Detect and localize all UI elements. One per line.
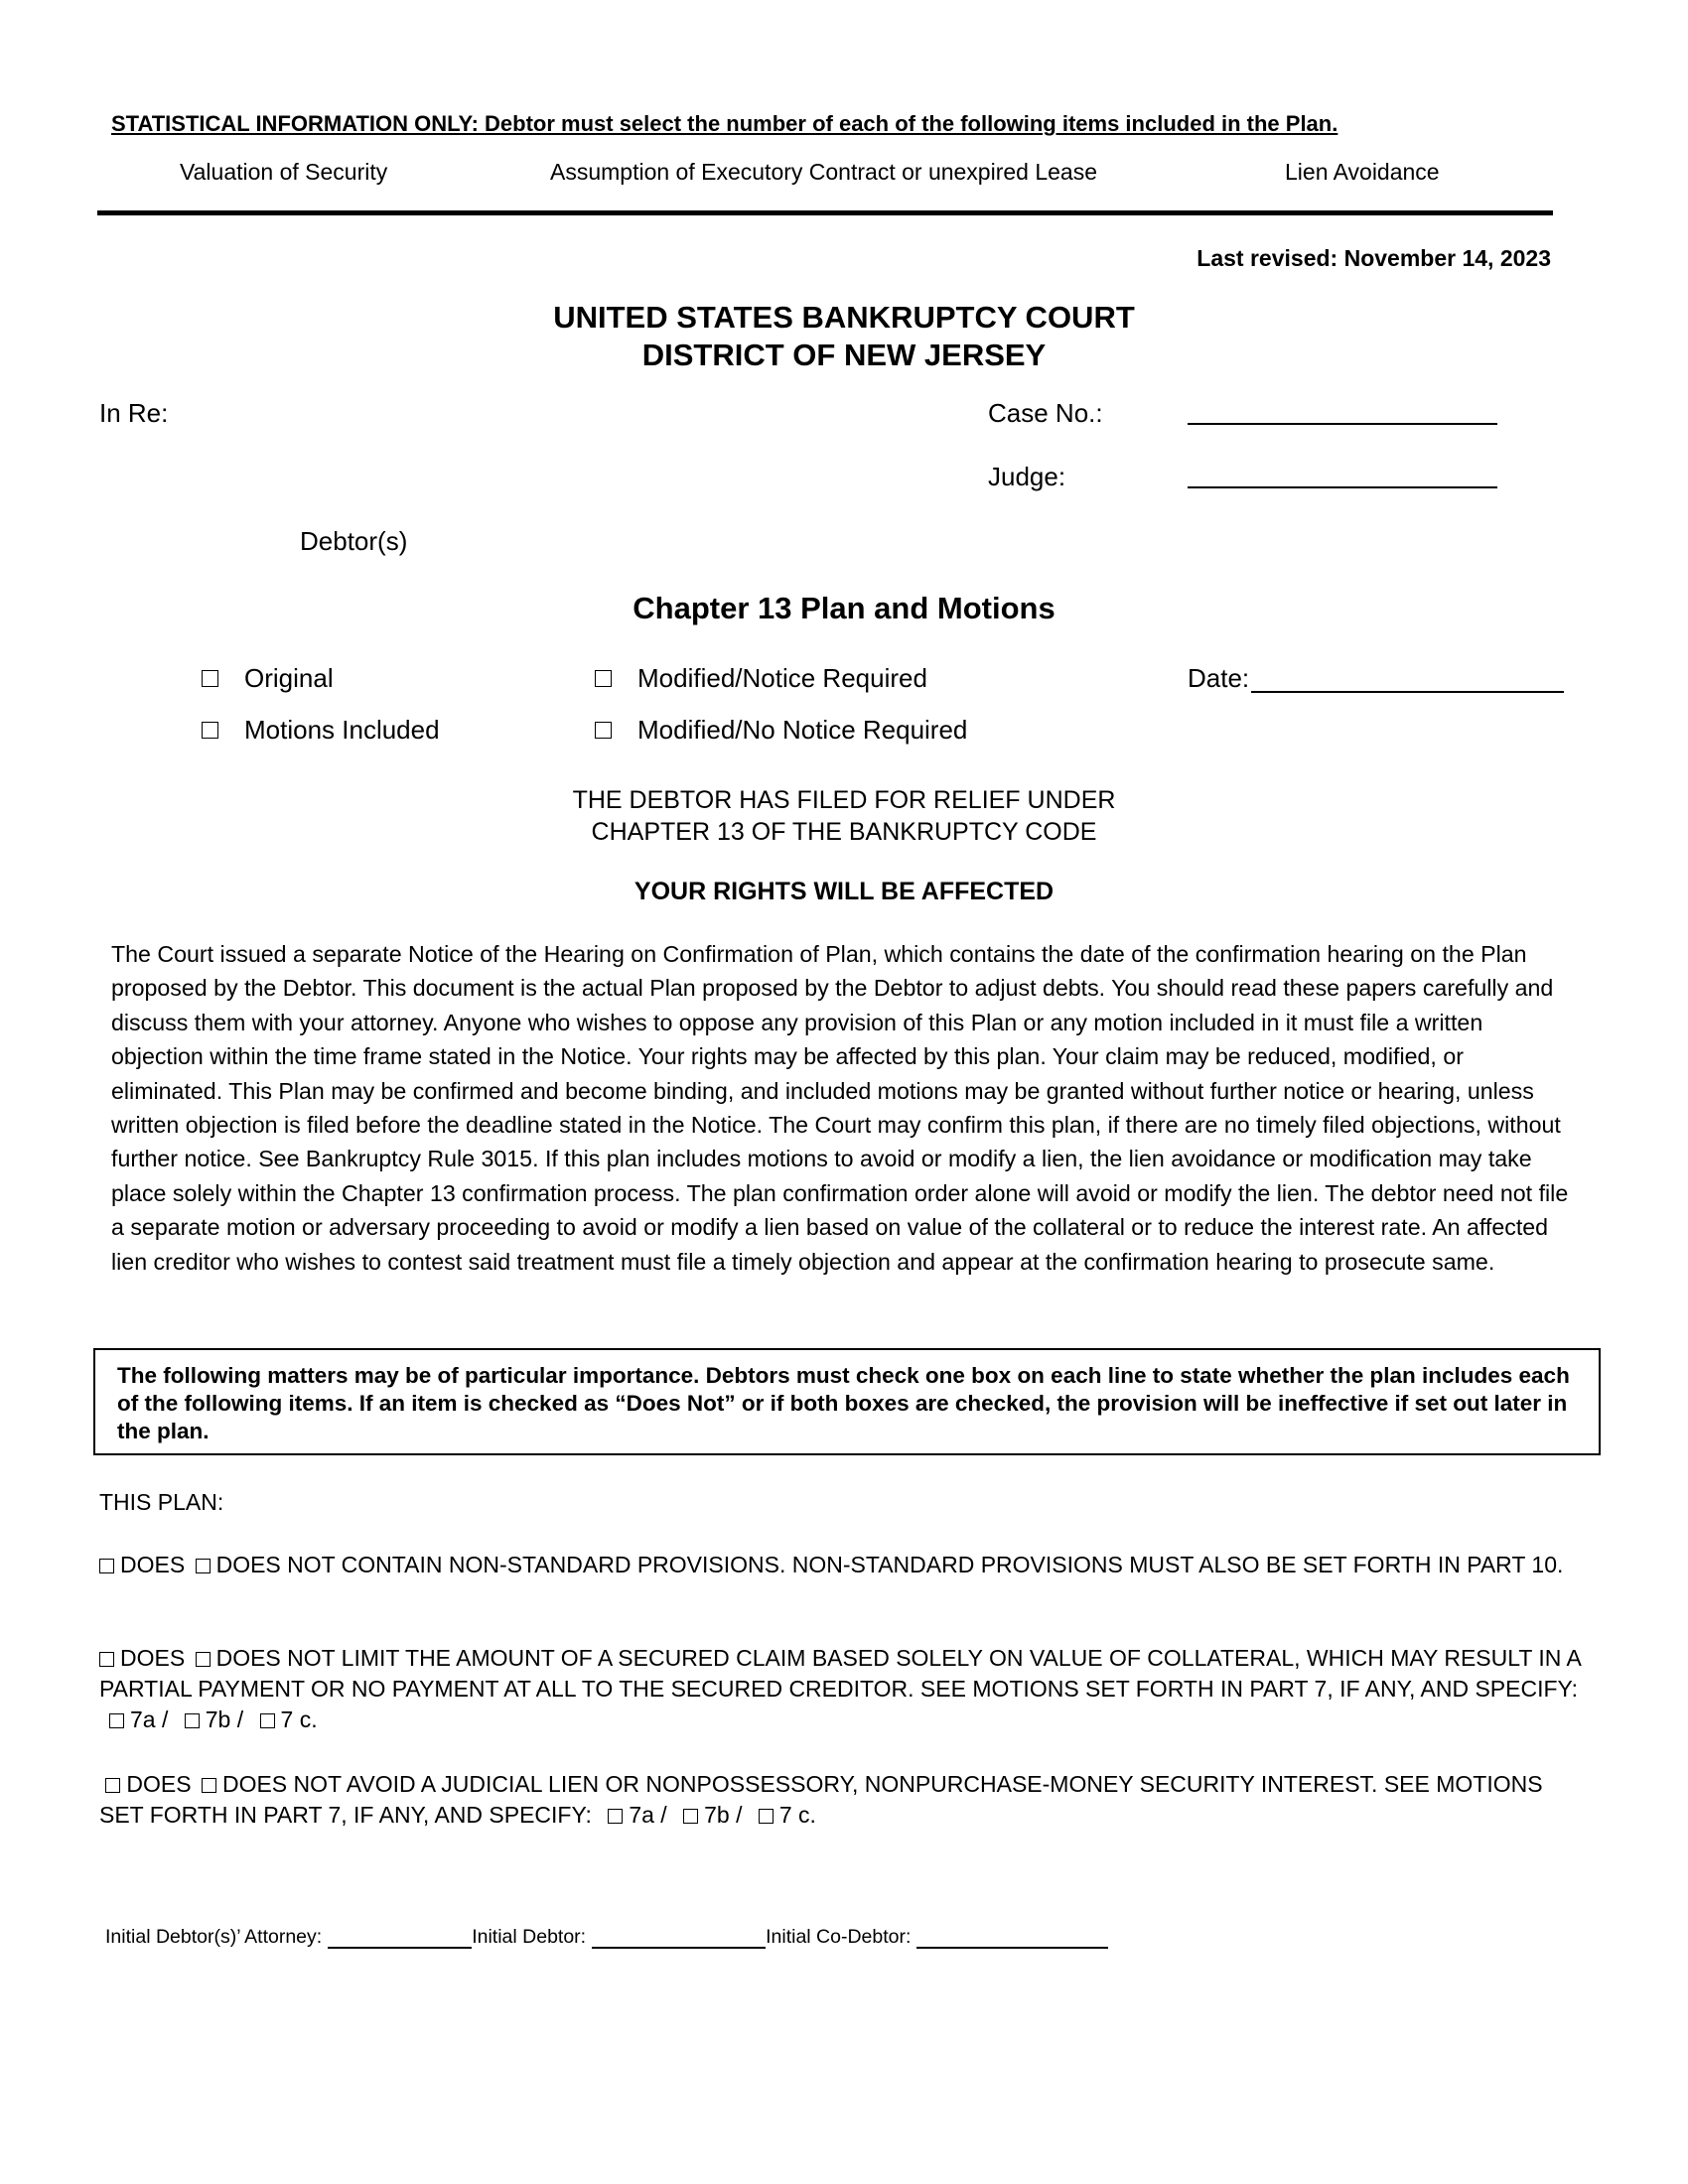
- checkbox-secured-claim-7a[interactable]: [109, 1713, 124, 1728]
- document-title: Chapter 13 Plan and Motions: [633, 591, 1055, 625]
- initial-co-debtor-field[interactable]: [916, 1929, 1108, 1949]
- initial-debtor-field[interactable]: [592, 1929, 766, 1949]
- nonstandard-does-label: DOES: [120, 1552, 186, 1577]
- importance-text: The following matters may be of particular importance. Debtors must check one box on each line to state whether the plan includes each of the following items. If an item is checked as “Does Not” or if both boxes are checked, the provision will be ineffective if set out later in the plan.: [117, 1363, 1570, 1443]
- checkbox-judicial-lien-7b[interactable]: [683, 1809, 698, 1824]
- initial-attorney-label: Initial Debtor(s)’ Attorney:: [105, 1926, 323, 1948]
- option-original[interactable]: [202, 663, 334, 694]
- option-motions-included-label: Motions Included: [244, 715, 440, 745]
- secured-claim-does-label: DOES: [120, 1645, 186, 1671]
- stat-item-executory-contract: Assumption of Executory Contract or unexpired Lease: [550, 159, 1098, 185]
- secured-claim-text: DOES NOT LIMIT THE AMOUNT OF A SECURED CLAIM BASED SOLELY ON VALUE OF COLLATERAL, WHICH MAY RESULT IN A PARTIAL PAYMENT OR NO PAYMENT AT ALL TO THE SECURED CREDITOR. SEE MOTIONS SET FORTH IN PART 7, IF ANY, AND SPECIFY:: [99, 1645, 1581, 1702]
- in-re-label: In Re:: [99, 398, 169, 428]
- statistical-header: STATISTICAL INFORMATION ONLY: Debtor must select the number of each of the following items included in the Plan.: [111, 111, 1338, 136]
- judge-field[interactable]: [1188, 486, 1497, 488]
- header-divider: [97, 210, 1553, 215]
- judicial-lien-does-label: DOES: [126, 1771, 192, 1797]
- judicial-lien-text: DOES NOT AVOID A JUDICIAL LIEN OR NONPOSSESSORY, NONPURCHASE-MONEY SECURITY INTEREST. SEE MOTIONS SET FORTH IN PART 7, IF ANY, AND SPECIFY:: [99, 1771, 1543, 1828]
- secured-claim-7a-label: 7a /: [130, 1706, 169, 1732]
- this-plan-label: THIS PLAN:: [99, 1489, 224, 1515]
- stat-item-valuation: Valuation of Security: [180, 159, 388, 185]
- checkbox-judicial-lien-7a[interactable]: [608, 1809, 623, 1824]
- judicial-lien-7a-label: 7a /: [629, 1802, 667, 1828]
- option-modified-notice-label: Modified/Notice Required: [637, 663, 927, 693]
- judicial-lien-7c-label: 7 c.: [778, 1802, 816, 1828]
- judge-label: Judge:: [988, 462, 1066, 491]
- debtors-label: Debtor(s): [300, 526, 408, 556]
- checkbox-secured-claim-does[interactable]: [99, 1652, 114, 1667]
- plan-item-nonstandard: [99, 1550, 1589, 1580]
- date-label: Date:: [1188, 663, 1250, 693]
- case-no-label: Case No.:: [988, 398, 1103, 428]
- court-district: DISTRICT OF NEW JERSEY: [641, 338, 1047, 372]
- filed-line-1: THE DEBTOR HAS FILED FOR RELIEF UNDER: [572, 786, 1116, 814]
- option-motions-included[interactable]: [202, 715, 440, 746]
- initial-co-debtor-label: Initial Co-Debtor:: [766, 1926, 912, 1948]
- nonstandard-does-not-label: DOES NOT CONTAIN NON-STANDARD PROVISIONS. NON-STANDARD PROVISIONS MUST ALSO BE SET FORTH IN PART 10.: [215, 1552, 1564, 1577]
- court-name: UNITED STATES BANKRUPTCY COURT: [553, 300, 1135, 335]
- checkbox-original[interactable]: [202, 670, 218, 687]
- notice-paragraph: The Court issued a separate Notice of the Hearing on Confirmation of Plan, which contains the date of the confirmation hearing on the Plan proposed by the Debtor. This document is the actual Plan proposed by the Debtor to adjust debts. You should read these papers carefully and discuss them with your attorney. Anyone who wishes to oppose any provision of this Plan or any motion included in it must file a written objection within the time frame stated in the Notice. Your rights may be affected by this plan. Your claim may be reduced, modified, or eliminated. This Plan may be confirmed and become binding, and included motions may be granted without further notice or hearing, unless written objection is filed before the deadline stated in the Notice. The Court may confirm this plan, if there are no timely filed objections, without further notice. See Bankruptcy Rule 3015. If this plan includes motions to avoid or modify a lien, the lien avoidance or modification may take place solely within the Chapter 13 confirmation process. The plan confirmation order alone will avoid or modify the lien. The debtor need not file a separate motion or adversary proceeding to avoid or modify a lien based on value of the collateral or to reduce the interest rate. An affected lien creditor who wishes to contest said treatment must file a timely objection and appear at the confirmation hearing to prosecute same.: [111, 941, 1569, 1275]
- initial-attorney-field[interactable]: [328, 1929, 472, 1949]
- checkbox-modified-notice[interactable]: [595, 670, 612, 687]
- checkbox-secured-claim-does-not[interactable]: [196, 1652, 211, 1667]
- checkbox-secured-claim-7b[interactable]: [185, 1713, 200, 1728]
- option-modified-no-notice[interactable]: [595, 715, 967, 746]
- checkbox-judicial-lien-does[interactable]: [105, 1778, 120, 1793]
- checkbox-judicial-lien-7c[interactable]: [759, 1809, 774, 1824]
- checkbox-motions-included[interactable]: [202, 722, 218, 739]
- importance-box: [93, 1348, 1601, 1455]
- option-original-label: Original: [244, 663, 334, 693]
- last-revised: Last revised: November 14, 2023: [1196, 245, 1551, 271]
- case-no-field[interactable]: [1188, 423, 1497, 425]
- checkbox-nonstandard-does[interactable]: [99, 1559, 114, 1573]
- secured-claim-7c-label: 7 c.: [280, 1706, 318, 1732]
- checkbox-nonstandard-does-not[interactable]: [196, 1559, 211, 1573]
- judicial-lien-7b-label: 7b /: [704, 1802, 743, 1828]
- plan-item-secured-claim: [99, 1643, 1589, 1735]
- checkbox-modified-no-notice[interactable]: [595, 722, 612, 739]
- secured-claim-7b-label: 7b /: [205, 1706, 244, 1732]
- option-modified-no-notice-label: Modified/No Notice Required: [637, 715, 968, 745]
- plan-item-judicial-lien: [99, 1769, 1589, 1831]
- checkbox-judicial-lien-does-not[interactable]: [202, 1778, 216, 1793]
- initial-debtor-label: Initial Debtor:: [472, 1926, 587, 1948]
- checkbox-secured-claim-7c[interactable]: [260, 1713, 275, 1728]
- filed-line-2: CHAPTER 13 OF THE BANKRUPTCY CODE: [591, 818, 1097, 846]
- rights-heading: YOUR RIGHTS WILL BE AFFECTED: [633, 878, 1055, 905]
- stat-item-lien-avoidance: Lien Avoidance: [1285, 159, 1440, 185]
- initials-footer: [105, 1926, 1108, 1949]
- filed-statement: [0, 784, 1688, 848]
- option-modified-notice[interactable]: [595, 663, 927, 694]
- date-field[interactable]: [1251, 691, 1564, 693]
